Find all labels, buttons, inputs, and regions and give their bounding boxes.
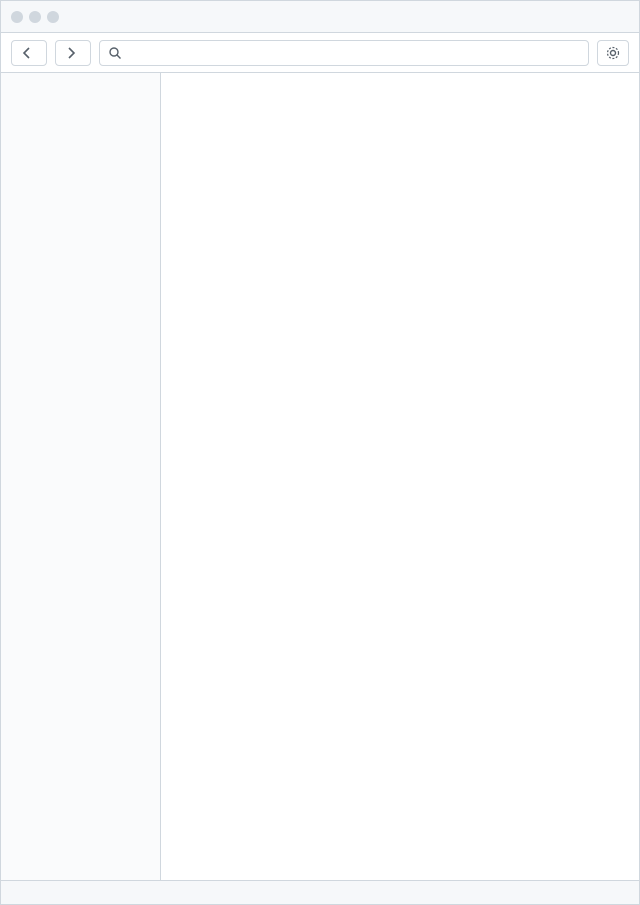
back-button[interactable] <box>11 40 47 66</box>
page-title <box>177 89 623 111</box>
sidebar <box>1 73 161 880</box>
minimize-window-button[interactable] <box>29 11 41 23</box>
window-controls <box>11 11 59 23</box>
body <box>1 73 639 880</box>
status-bar <box>1 880 639 904</box>
maximize-window-button[interactable] <box>47 11 59 23</box>
toolbar <box>1 33 639 73</box>
arrow-right-icon <box>64 46 78 60</box>
search-input[interactable] <box>128 46 580 60</box>
arrow-left-icon <box>20 46 34 60</box>
content-text <box>177 123 623 143</box>
search-icon <box>108 46 122 60</box>
search-box <box>99 40 589 66</box>
forward-button[interactable] <box>55 40 91 66</box>
gear-icon <box>606 46 620 60</box>
settings-button[interactable] <box>597 40 629 66</box>
close-window-button[interactable] <box>11 11 23 23</box>
main-content <box>161 73 639 880</box>
title-bar <box>1 1 639 33</box>
